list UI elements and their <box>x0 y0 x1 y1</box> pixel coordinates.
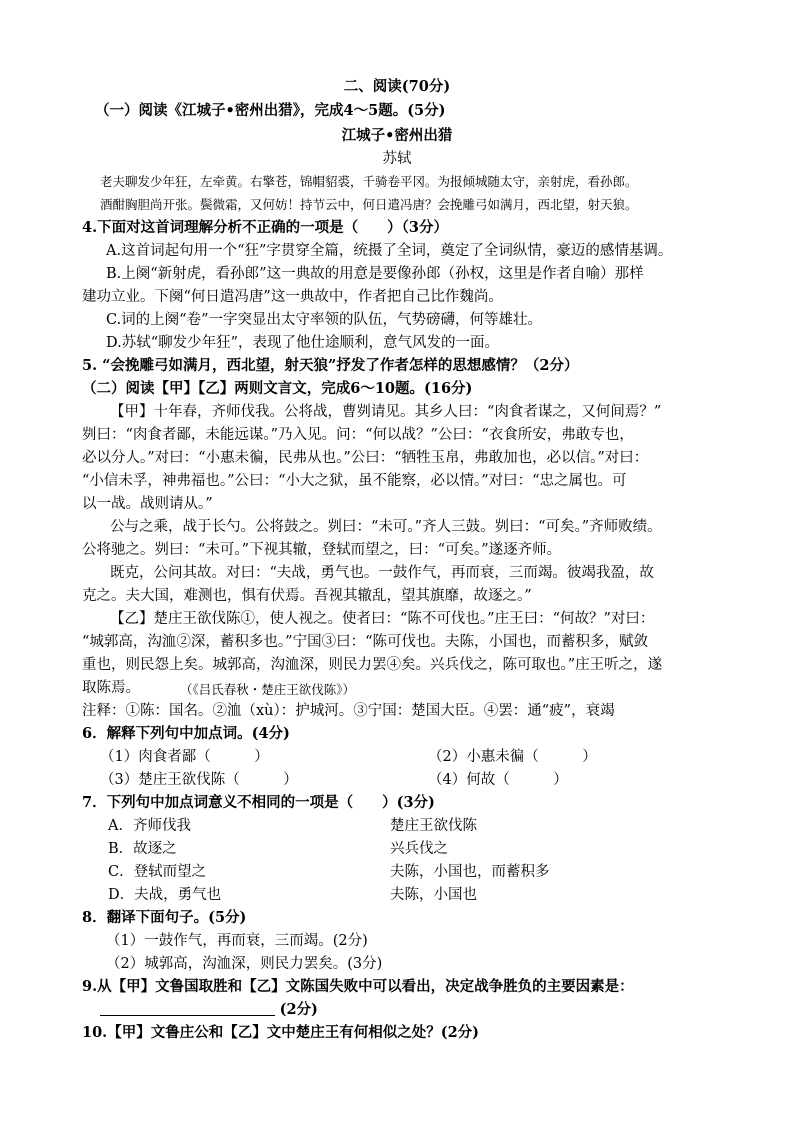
q8-stem: 8．翻译下面句子。(5分) <box>82 909 247 926</box>
q7-option-left: A．齐师伐我 <box>108 818 191 834</box>
q9-stem: 9.从【甲】文鲁国取胜和【乙】文陈国失败中可以看出，决定战争胜负的主要因素是： <box>82 978 634 995</box>
passage-jia-line: 以一战。战则请从。” <box>82 496 213 512</box>
passage-yi-line: 取陈焉。 <box>82 680 140 696</box>
annotation-notes: 注释：①陈：国名。②洫（xù）：护城河。③宁国：楚国大臣。④罢：通“疲”，衰竭 <box>82 703 615 719</box>
passage-jia-line: “小信未孚，神弗福也。”公曰：“小大之狱，虽不能察，必以情。”对曰：“忠之属也。可 <box>82 473 627 489</box>
q7-option-left: B．故逐之 <box>108 841 177 857</box>
q7-option-right: 夫陈，小国也 <box>390 887 477 903</box>
q6-item: （4）何故（ ） <box>428 772 568 788</box>
passage-jia-line: 必以分人。”对曰：“小惠未徧，民弗从也。”公曰：“牺牲玉帛，弗敢加也，必以信。”对曰： <box>82 450 649 466</box>
poem-line-2: 酒酣胸胆尚开张。鬓微霜，又何妨！持节云中，何日遣冯唐？会挽雕弓如满月，西北望，射天狼。 <box>100 197 638 212</box>
passage-jia-line: 刿曰：“肉食者鄙，未能远谋。”乃入见。问：“何以战？”公曰：“衣食所安，弗敢专也， <box>82 427 634 443</box>
passage-jia-line: 克之。夫大国，难测也，惧有伏焉。吾视其辙乱，望其旗靡，故逐之。” <box>82 588 532 604</box>
section-title: 二、阅读(70分) <box>343 78 451 95</box>
q9-points: (2分) <box>279 1001 318 1018</box>
q4-stem: 4.下面对这首词理解分析不正确的一项是（ ）（3分） <box>82 219 448 236</box>
passage-jia-line: 公与之乘，战于长勺。公将鼓之。刿曰：“未可。”齐人三鼓。刿曰：“可矣。”齐师败绩。 <box>110 519 662 535</box>
passage-jia-line: 【甲】十年春，齐师伐我。公将战，曹刿请见。其乡人曰：“肉食者谋之，又何间焉？” <box>110 404 662 420</box>
q4-option-a: A.这首词起句用一个“狂”字贯穿全篇，统摄了全词，奠定了全词纵情，豪迈的感情基调。 <box>106 243 673 259</box>
q7-stem: 7．下列句中加点词意义不相同的一项是（ ）(3分) <box>82 794 435 811</box>
poem-title: 江城子•密州出猎 <box>341 127 453 144</box>
passage-yi-line: “城郭高，沟洫②深，蓄积多也。”宁国③曰：“陈可伐也。夫陈，小国也，而蓄积多，赋敛 <box>82 634 648 650</box>
poem-author: 苏轼 <box>382 151 412 167</box>
q8-item: （1）一鼓作气，再而衰，三而竭。(2分) <box>106 933 368 949</box>
q6-stem: 6．解释下列句中加点词。(4分) <box>82 725 290 742</box>
q4-option-b-line2: 建功立业。下阕“何日遣冯唐”这一典故中，作者把自己比作魏尚。 <box>82 289 503 305</box>
part2-heading: （二）阅读【甲】【乙】两则文言文，完成6～10题。(16分) <box>82 380 473 397</box>
poem-line-1: 老夫聊发少年狂，左牵黄。右擎苍，锦帽貂裘，千骑卷平冈。为报倾城随太守，亲射虎，看孙郎。 <box>100 174 638 189</box>
passage-source: （《吕氏春秋・楚庄王欲伐陈》） <box>180 682 356 697</box>
q6-item: （1）肉食者鄙（ ） <box>100 749 269 765</box>
q7-option-right: 兴兵伐之 <box>390 841 448 857</box>
passage-jia-line: 既克，公问其故。对曰：“夫战，勇气也。一鼓作气，再而衰，三而竭。彼竭我盈，故 <box>110 565 654 581</box>
q7-option-left: D．夫战，勇气也 <box>108 887 222 903</box>
q9-answer-line[interactable] <box>100 1000 318 1020</box>
q9-blank[interactable] <box>100 1001 275 1016</box>
q7-option-right: 夫陈，小国也，而蓄积多 <box>390 864 550 880</box>
q6-item: （3）楚庄王欲伐陈（ ） <box>100 772 298 788</box>
q4-option-b-line1: B.上阕“新射虎，看孙郎”这一典故的用意是要像孙郎（孙权，这里是作者自喻）那样 <box>106 266 644 282</box>
q7-option-left: C．登轼而望之 <box>108 864 207 880</box>
part1-heading: （一）阅读《江城子•密州出猎》，完成4～5题。(5分) <box>95 102 446 119</box>
passage-jia-line: 公将驰之。刿曰：“未可。”下视其辙，登轼而望之，曰：“可矣。”遂逐齐师。 <box>82 542 562 558</box>
q10-stem: 10.【甲】文鲁庄公和【乙】文中楚庄王有何相似之处？(2分) <box>82 1024 480 1041</box>
passage-yi-line: 重也，则民怨上矣。城郭高，沟洫深，则民力罢④矣。兴兵伐之，陈可取也。”庄王听之，遂 <box>82 657 663 673</box>
q8-item: （2）城郭高，沟洫深，则民力罢矣。(3分) <box>106 956 383 972</box>
q7-option-right: 楚庄王欲伐陈 <box>390 818 477 834</box>
q6-item: （2）小惠未徧（ ） <box>428 749 597 765</box>
passage-yi-line: 【乙】楚庄王欲伐陈①，使人视之。使者曰：“陈不可伐也。”庄王曰：“何故？”对曰： <box>110 611 655 627</box>
q4-option-d: D.苏轼“聊发少年狂”，表现了他仕途顺利，意气风发的一面。 <box>106 335 500 351</box>
q5-stem: 5. “会挽雕弓如满月，西北望，射天狼”抒发了作者怎样的思想感情？（2分） <box>82 357 579 374</box>
q4-option-c: C.词的上阕“卷”一字突显出太守率领的队伍，气势磅礴，何等雄壮。 <box>106 312 543 328</box>
